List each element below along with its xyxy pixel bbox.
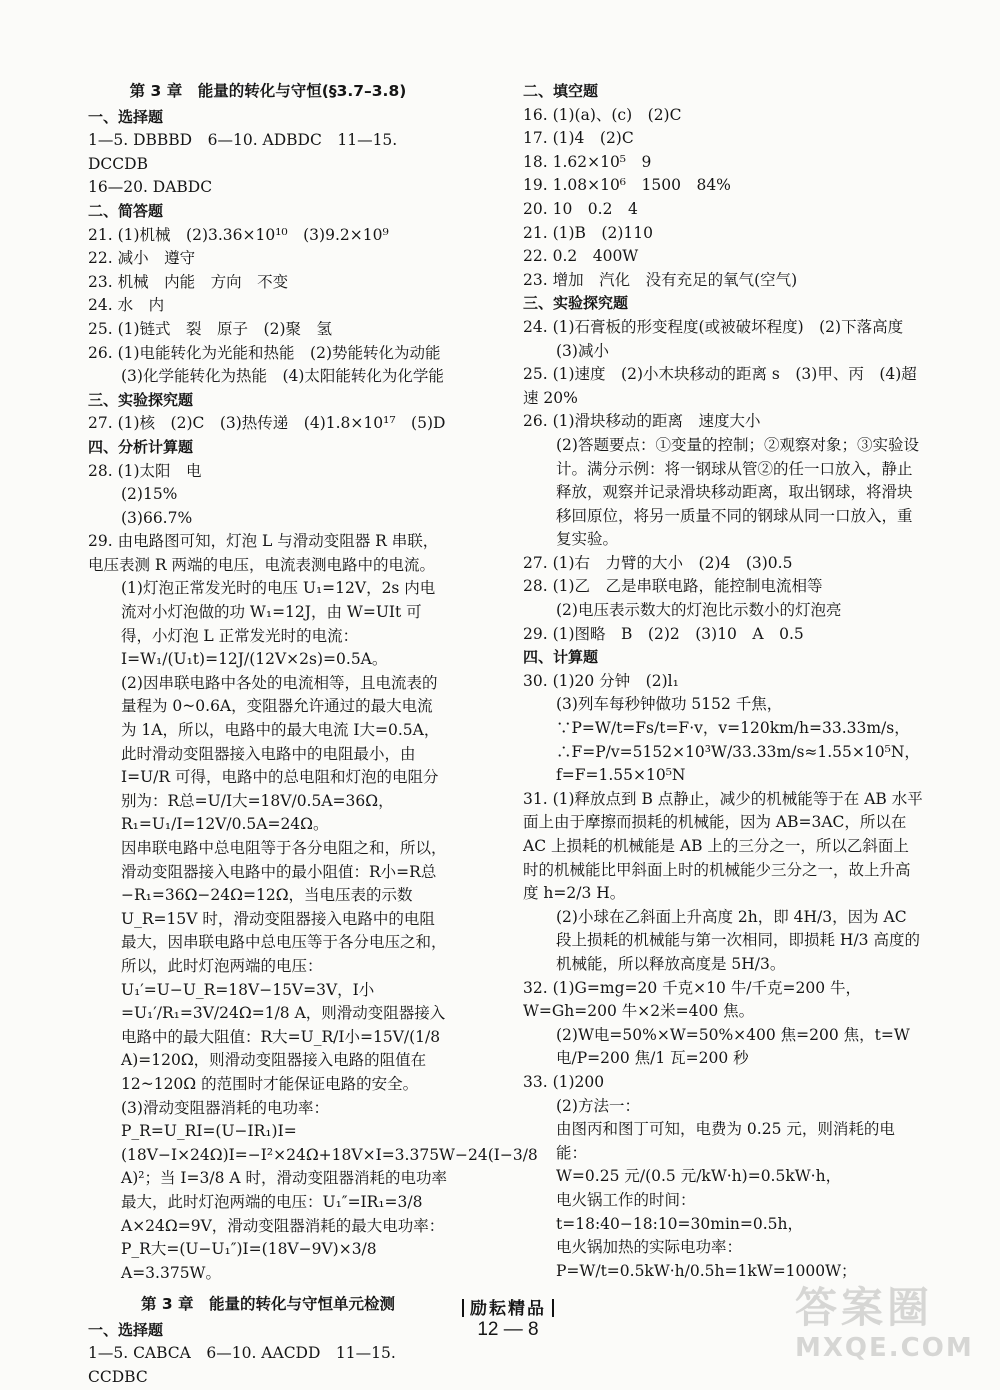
answer-line: 27. (1)右 力臂的大小 (2)4 (3)0.5 xyxy=(523,553,793,572)
answer-line: 由图丙和图丁可知，电费为 0.25 元，则消耗的电能： xyxy=(556,1120,895,1162)
section-heading: 三、实验探究题 xyxy=(88,390,194,409)
answer-line: 25. (1)链式 裂 原子 (2)聚 氢 xyxy=(88,319,332,338)
section-heading: 二、简答题 xyxy=(88,201,164,220)
watermark xyxy=(795,1275,1000,1375)
answer-line: 24. 水 内 xyxy=(88,296,165,315)
answer-line: 26. (1)滑块移动的距离 速度大小 xyxy=(523,412,761,431)
section-heading: 四、分析计算题 xyxy=(88,437,194,456)
divider xyxy=(552,1299,554,1317)
answer-line: 电火锅加热的实际电功率： xyxy=(556,1238,743,1257)
answer-line: 29. (1)图略 B (2)2 (3)10 A 0.5 xyxy=(523,624,804,643)
answer-line: 18. 1.62×10⁵ 9 xyxy=(523,152,652,171)
answer-line: 21. (1)机械 (2)3.36×10¹⁰ (3)9.2×10⁹ xyxy=(88,225,389,244)
divider xyxy=(462,1299,464,1317)
answer-line: 22. 减小 遵守 xyxy=(88,249,196,268)
answer-paragraph: 因串联电路中总电阻等于各分电阻之和，所以，滑动变阻器接入电路中的最小阻值：R小=R总−R₁=36Ω−24Ω=12Ω，当电压表的示数 U_R=15V 时，滑动变阻器接入电路中的电阻最大，因串联电路中总电压等于各分电压之和，所以，此时灯泡两端的电压：U₁′=U−U_R=18V−15V=3V，I小=U₁′/R₁=3V/24Ω=1/8 A，则滑动变阻器接入电路中的最大阻值：R大=U_R/I小=15V/(1/8 A)=120Ω，则滑动变阻器接入电路的阻值在 12~120Ω 的范围时才能保证电路的安全。 xyxy=(121,839,447,1093)
answer-line: 16—20. DABDC xyxy=(88,178,213,197)
watermark-url: MXQE.COM xyxy=(795,1333,974,1363)
answer-paragraph: (2)因串联电路中各处的电流相等，且电流表的量程为 0~0.6A，变阻器允许通过的最大电流为 1A，所以，电路中的最大电流 I大=0.5A，此时滑动变阻器接入电路中的电阻最小，由 I=U/R 可得，电路中的总电阻和灯泡的电阻分别为：R总=U/I大=18V/0.5A=36Ω，R₁=U₁/I=12V/0.5A=24Ω。 xyxy=(121,673,440,834)
chapter-title: 第 3 章 能量的转化与守恒(§3.7–3.8) xyxy=(129,82,407,100)
answer-line: (2)电压表示数大的灯泡比示数小的灯泡亮 xyxy=(556,601,842,620)
answer-line: 23. 机械 内能 方向 不变 xyxy=(88,272,289,291)
answer-line: W=0.25 元/(0.5 元/kW·h)=0.5kW·h， xyxy=(556,1167,842,1186)
answer-paragraph: (2)小球在乙斜面上升高度 2h，即 4H/3，因为 AC 段上损耗的机械能与第一次相同，即损耗 H/3 高度的机械能，所以释放高度是 5H/3。 xyxy=(556,907,920,973)
answer-paragraph: P_R=U_RI=(U−IR₁)I=(18V−I×24Ω)I=−I²×24Ω+18V×I=3.375W−24(I−3/8 A)²；当 I=3/8 A 时，滑动变阻器消耗的电功率最大，此时灯泡两端的电压：U₁″=IR₁=3/8 A×24Ω=9V，滑动变阻器消耗的最大电功率：P_R大=(U−U₁″)I=(18V−9V)×3/8 A=3.375W。 xyxy=(121,1122,538,1282)
answer-line: 19. 1.08×10⁶ 1500 84% xyxy=(523,176,731,195)
answer-paragraph: 32. (1)G=mg=20 千克×10 牛/千克=200 牛，W=Gh=200 牛×2米=400 焦。 xyxy=(523,978,862,1021)
answer-line: (3)66.7% xyxy=(121,508,193,527)
answer-line: 25. (1)速度 (2)小木块移动的距离 s (3)甲、丙 (4)超速 20% xyxy=(523,365,917,407)
page-number: 12 — 8 xyxy=(477,1319,539,1340)
unit-test-title: 第 3 章 能量的转化与守恒单元检测 xyxy=(140,1295,396,1314)
answer-line: 1—5. CABCA 6—10. AACDD 11—15. CCDBC xyxy=(88,1344,396,1387)
answer-line: 28. (1)太阳 电 xyxy=(88,461,202,480)
answer-line: 17. (1)4 (2)C xyxy=(523,129,634,148)
section-heading: 二、填空题 xyxy=(523,82,599,100)
answer-line: 28. (1)乙 乙是串联电路，能控制电流相等 xyxy=(523,577,823,596)
answer-line: 26. (1)电能转化为光能和热能 (2)势能转化为动能 xyxy=(88,343,441,362)
answer-paragraph: 29. 由电路图可知，灯泡 L 与滑动变阻器 R 串联，电压表测 R 两端的电压，电流表测电路中的电流。 xyxy=(88,532,439,574)
watermark-logo: 答案圈 xyxy=(795,1283,934,1332)
answer-paragraph: 31. (1)释放点到 B 点静止，减少的机械能等于在 AB 水平面上由于摩擦而损耗的机械能，因为 AB=3AC，所以在 AC 上损耗的机械能是 AB 上的三分之一，所以乙斜面上时的机械能比甲斜面上时的机械能少三分之一，故上升高度 h=2/3 H。 xyxy=(523,789,923,903)
answer-paragraph: (1)灯泡正常发光时的电压 U₁=12V，2s 内电流对小灯泡做的功 W₁=12J，由 W=UIt 可得，小灯泡 L 正常发光时的电流：I=W₁/(U₁t)=12J/(12V×2s)=0.5A。 xyxy=(121,579,436,669)
answer-line: (3)滑动变阻器消耗的电功率： xyxy=(121,1098,329,1117)
answer-line: P=W/t=0.5kW·h/0.5h=1kW=1000W； xyxy=(556,1261,857,1280)
answer-line: 33. (1)200 xyxy=(523,1072,605,1091)
answer-line: 20. 10 0.2 4 xyxy=(523,199,638,218)
section-heading: 一、选择题 xyxy=(88,107,164,126)
section-heading: 一、选择题 xyxy=(88,1320,164,1339)
answer-line: (2)方法一： xyxy=(556,1096,640,1115)
answer-line: 30. (1)20 分钟 (2)l₁ xyxy=(523,671,679,690)
answer-line: 24. (1)石膏板的形变程度(或被破坏程度) (2)下落高度 xyxy=(523,317,904,336)
answer-line: 1—5. DBBBD 6—10. ADBDC 11—15. DCCDB xyxy=(88,131,398,173)
answer-line: 电火锅工作的时间： xyxy=(556,1190,696,1209)
answer-line: t=18:40−18:10=30min=0.5h， xyxy=(556,1214,804,1233)
answer-line: 27. (1)核 (2)C (3)热传递 (4)1.8×10¹⁷ (5)D xyxy=(88,414,446,433)
section-heading: 三、实验探究题 xyxy=(523,294,629,313)
footer-brand xyxy=(436,1294,580,1319)
right-column xyxy=(523,80,923,1283)
section-heading: 四、计算题 xyxy=(523,648,599,667)
answer-paragraph: (2)答题要点：①变量的控制；②观察对象；③实验设计。满分示例：将一钢球从管②的任一口放入，静止释放，观察并记录滑块移动距离，取出钢球，将滑块移回原位，将另一质量不同的钢球从同一口放入，重复实验。 xyxy=(556,435,919,549)
answer-line: 16. (1)(a)、(c) (2)C xyxy=(523,105,682,124)
brand-text: 励耘精品 xyxy=(470,1299,546,1319)
answer-line: 21. (1)B (2)110 xyxy=(523,223,653,242)
answer-line: (3)减小 xyxy=(556,341,609,360)
answer-line: 22. 0.2 400W xyxy=(523,247,639,266)
answer-line: (2)15% xyxy=(121,485,178,504)
answer-paragraph: (2)W电=50%×W=50%×400 焦=200 焦，t=W电/P=200 焦/1 瓦=200 秒 xyxy=(556,1025,910,1068)
answer-paragraph: (3)列车每秒钟做功 5152 千焦，∵P=W/t=Fs/t=F·v，v=120km/h=33.33m/s，∴F=P/v=5152×10³W/33.33m/s≈1.55×10⁵N，f=F=1.55×10⁵N xyxy=(556,695,920,785)
answer-line: 23. 增加 汽化 没有充足的氧气(空气) xyxy=(523,270,798,289)
answer-line: (3)化学能转化为热能 (4)太阳能转化为化学能 xyxy=(121,367,444,386)
